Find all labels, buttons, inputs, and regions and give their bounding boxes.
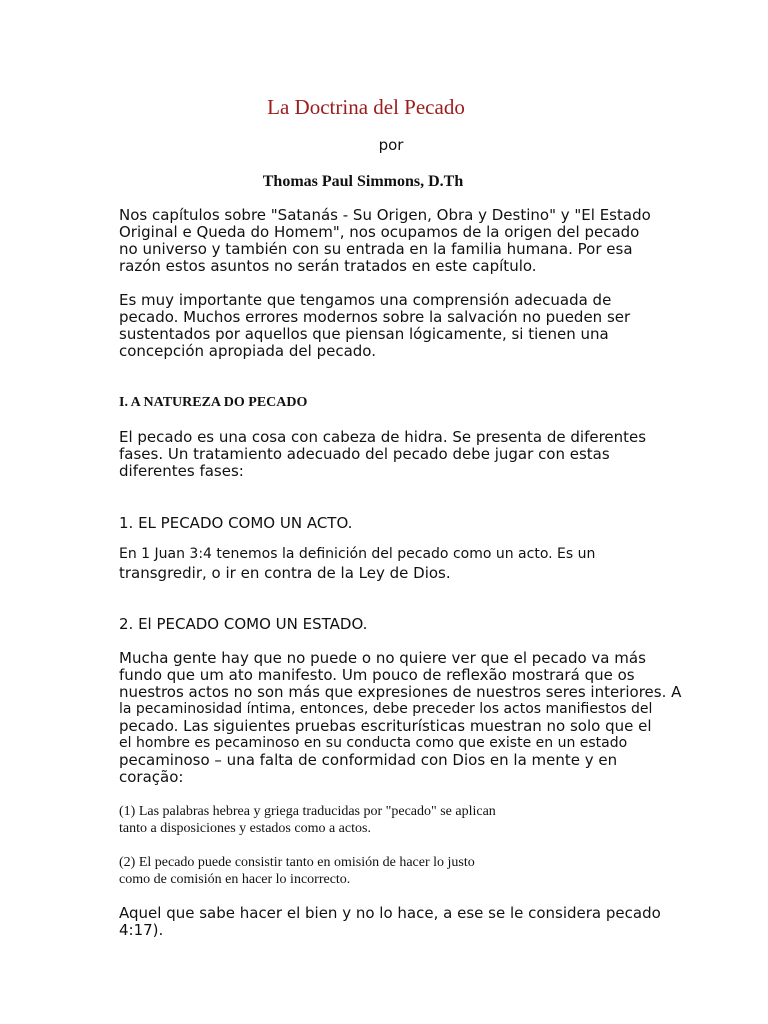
text-line: El pecado es una cosa con cabeza de hidra. Se presenta de diferentes: [119, 428, 647, 446]
document-title: La Doctrina del Pecado: [267, 95, 465, 119]
text-line: el hombre es pecaminoso en su conducta como que existe en un estado: [119, 735, 628, 751]
text-line: razón estos asuntos no serán tratados en este capítulo.: [119, 257, 537, 275]
paragraph-omision: [119, 905, 719, 939]
byline-por: por: [378, 136, 404, 154]
text-line: Nos capítulos sobre "Satanás - Su Origen, Obra y Destino" y "El Estado: [119, 206, 651, 224]
point-2: [119, 854, 719, 888]
subheading-estado: 2. El PECADO COMO UN ESTADO.: [119, 615, 368, 633]
point-1: [119, 803, 719, 837]
text-line: pecado. Muchos errores modernos sobre la salvación no pueden ser: [119, 308, 631, 326]
text-line: sustentados por aquellos que piensan lógicamente, si tienen una: [119, 325, 609, 343]
text-line: como de comisión en hacer lo incorrecto.: [119, 872, 351, 887]
paragraph-hidra: [119, 429, 719, 480]
text-line: pecado. Las siguientes pruebas escriturísticas muestran no solo que el: [119, 717, 652, 735]
author-name: Thomas Paul Simmons, D.Th: [262, 173, 464, 190]
text-line: Mucha gente hay que no puede o no quiere ver que el pecado va más: [119, 649, 646, 667]
text-line: fundo que um ato manifesto. Um pouco de reflexão mostrará que os: [119, 666, 635, 684]
paragraph-acto: [119, 546, 719, 582]
section-heading-naturaleza: I. A NATUREZA DO PECADO: [119, 395, 308, 410]
text-line: nuestros actos no son más que expresiones de nuestros seres interiores. A: [119, 683, 682, 701]
text-line: fases. Un tratamiento adecuado del pecado debe jugar con estas: [119, 445, 610, 463]
text-line: Es muy importante que tengamos una comprensión adecuada de: [119, 291, 612, 309]
paragraph-estado: [119, 650, 719, 786]
text-line: no universo y también con su entrada en la familia humana. Por esa: [119, 240, 633, 258]
text-line: 4:17).: [119, 921, 164, 939]
text-line: Original e Queda do Homem", nos ocupamos de la origen del pecado: [119, 223, 640, 241]
text-line: diferentes fases:: [119, 462, 244, 480]
text-line: tanto a disposiciones y estados como a actos.: [119, 821, 371, 836]
text-line: la pecaminosidad íntima, entonces, debe preceder los actos manifiestos del: [119, 701, 653, 717]
text-line: Aquel que sabe hacer el bien y no lo hace, a ese se le considera pecado: [119, 904, 661, 922]
text-line: transgredir, o ir en contra de la Ley de Dios.: [119, 564, 451, 582]
text-line: coração:: [119, 768, 184, 786]
paragraph-intro-1: [119, 207, 719, 275]
text-line: En 1 Juan 3:4 tenemos la definición del pecado como un acto. Es un: [119, 546, 596, 562]
text-line: (2) El pecado puede consistir tanto en omisión de hacer lo justo: [119, 855, 475, 870]
text-line: (1) Las palabras hebrea y griega traducidas por "pecado" se aplican: [119, 804, 496, 819]
text-line: concepción apropiada del pecado.: [119, 342, 376, 360]
paragraph-intro-2: [119, 292, 719, 360]
text-line: pecaminoso – una falta de conformidad con Dios en la mente y en: [119, 751, 618, 769]
subheading-acto: 1. EL PECADO COMO UN ACTO.: [119, 514, 353, 532]
